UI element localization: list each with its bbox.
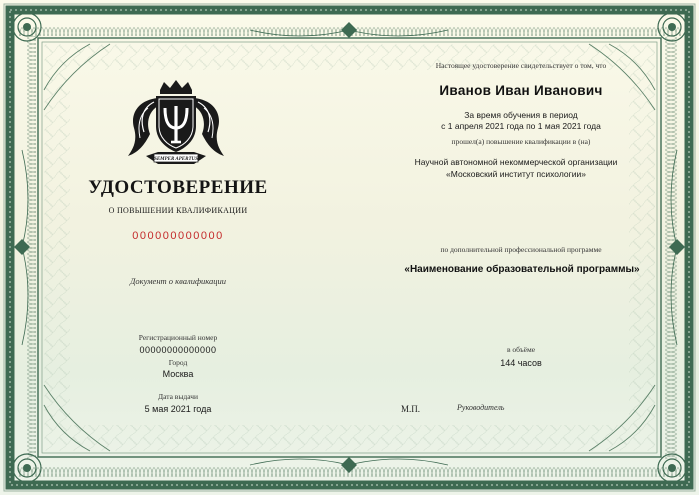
issue-date-label: Дата выдачи xyxy=(157,392,199,401)
study-period-line-2: с 1 апреля 2021 года по 1 мая 2021 года xyxy=(441,121,601,131)
program-label: по дополнительной профессиональной программе xyxy=(440,245,602,254)
head-signature-label: Руководитель xyxy=(457,403,505,412)
certificate-subtitle: О ПОВЫШЕНИИ КВАЛИФИКАЦИИ xyxy=(108,206,248,215)
organization-name-line-2: «Московский институт психологии» xyxy=(446,169,586,179)
city-value: Москва xyxy=(162,369,194,379)
study-period-line-1: За время обучения в период xyxy=(464,110,578,120)
certificate-number: 000000000000 xyxy=(132,230,224,242)
certificate-title: УДОСТОВЕРЕНИЕ xyxy=(88,177,268,198)
program-name: «Наименование образовательной программы» xyxy=(404,264,640,275)
registration-number-label: Регистрационный номер xyxy=(138,333,218,342)
seal-place-label: М.П. xyxy=(401,404,421,414)
city-label: Город xyxy=(168,358,188,367)
volume-label: в объёме xyxy=(506,345,536,354)
certify-statement: Настоящее удостоверение свидетельствует о том, что xyxy=(435,61,607,70)
passed-training-statement: прошел(а) повышение квалификации в (на) xyxy=(451,137,591,146)
holder-name: Иванов Иван Иванович xyxy=(439,83,603,98)
organization-name-line-1: Научной автономной некоммерческой организации xyxy=(414,157,618,167)
volume-value: 144 часов xyxy=(500,358,542,368)
registration-number-value: 00000000000000 xyxy=(139,345,217,355)
document-type: Документ о квалификации xyxy=(129,276,227,286)
emblem-motto: SEMPER APERTUS xyxy=(154,157,198,163)
psi-coat-of-arms-icon xyxy=(124,76,228,172)
issue-date-value: 5 мая 2021 года xyxy=(144,404,212,414)
